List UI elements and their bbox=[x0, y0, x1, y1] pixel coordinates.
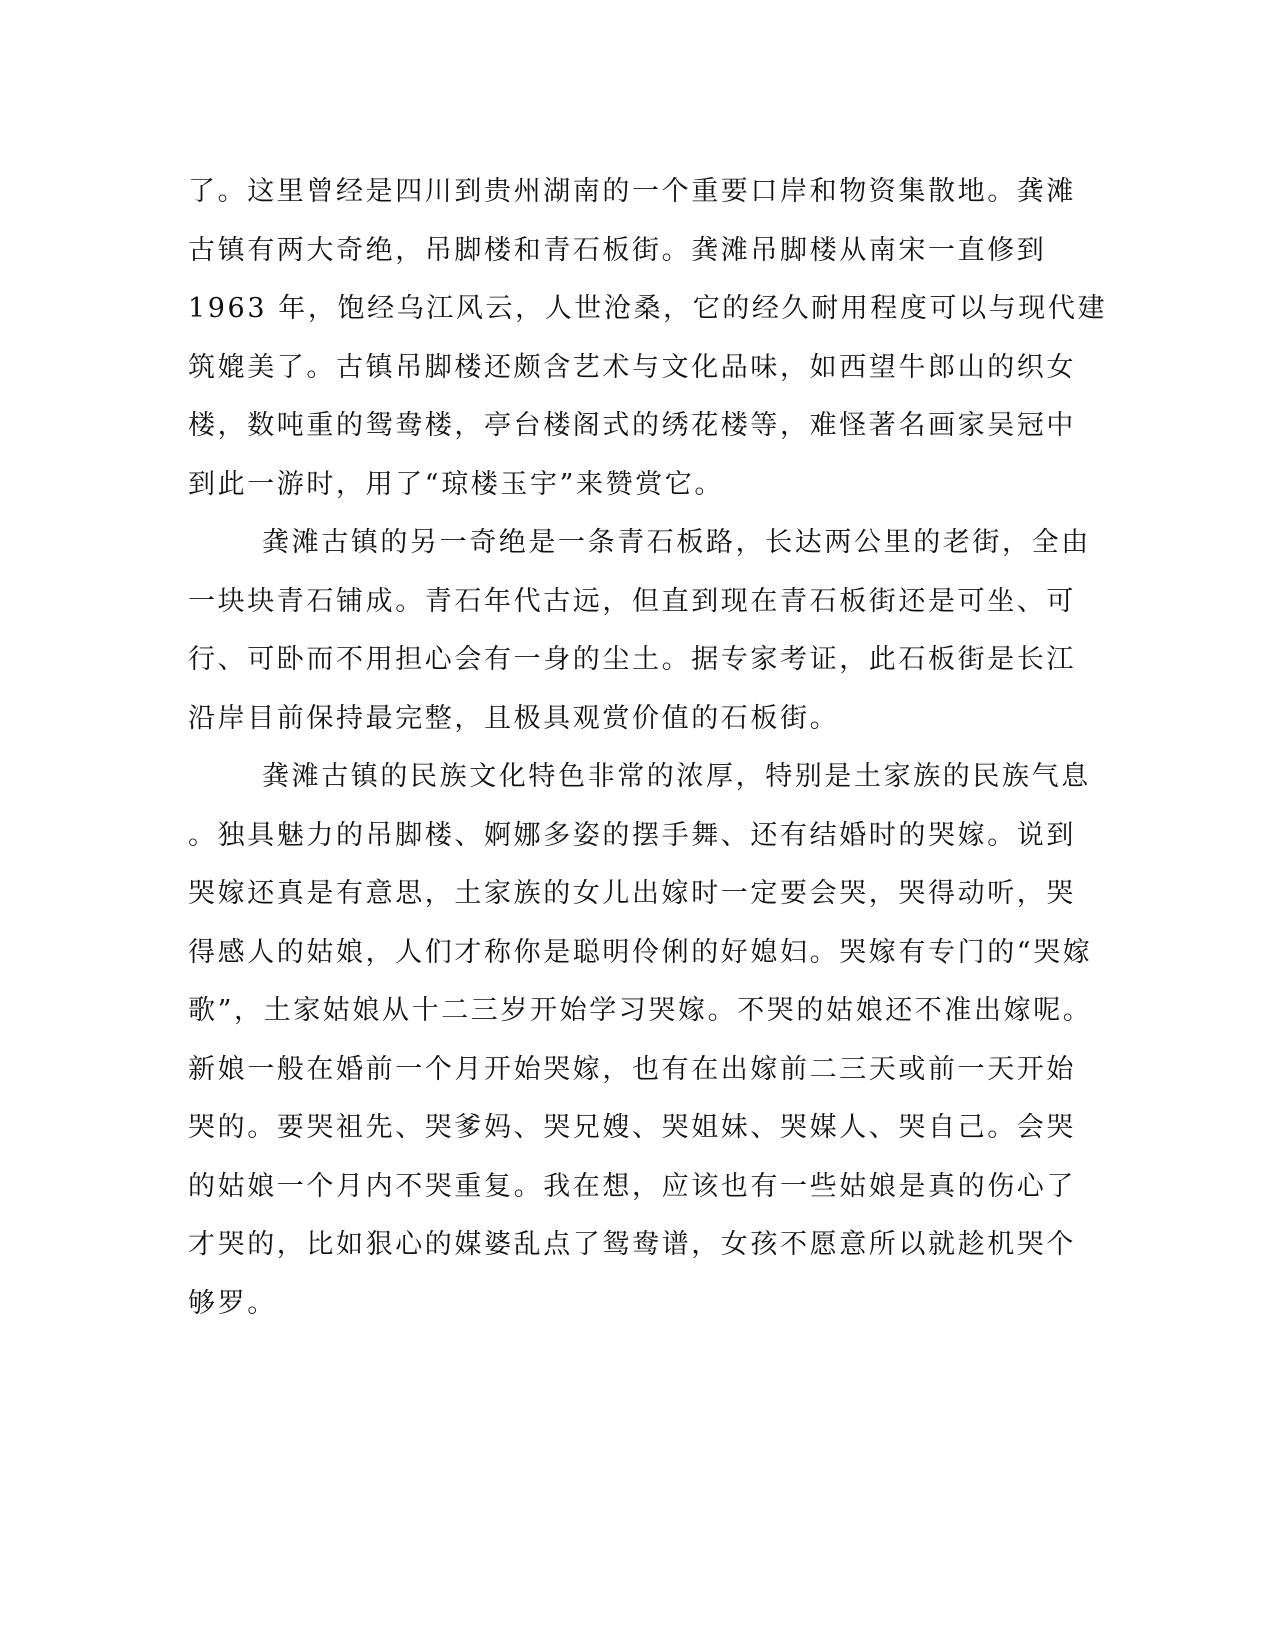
paragraph-diaojiaolou bbox=[188, 163, 1108, 514]
paragraph-folk-culture bbox=[188, 748, 1093, 1333]
text-line: 。独具魅力的吊脚楼、婀娜多姿的摆手舞、还有结婚时的哭嫁。说到 bbox=[188, 819, 1076, 851]
text-line: 一块块青石铺成。青石年代古远，但直到现在青石板街还是可坐、可 bbox=[188, 585, 1076, 617]
text-line: 的姑娘一个月内不哭重复。我在想，应该也有一些姑娘是真的伤心了 bbox=[188, 1170, 1076, 1202]
text-line: 古镇有两大奇绝，吊脚楼和青石板街。龚滩吊脚楼从南宋一直修到 bbox=[188, 234, 1047, 266]
document-body bbox=[188, 163, 1108, 1333]
text-line: 哭嫁还真是有意思，土家族的女儿出嫁时一定要会哭，哭得动听，哭 bbox=[188, 878, 1076, 909]
text-line: 筑媲美了。古镇吊脚楼还颇含艺术与文化品味，如西望牛郎山的织女 bbox=[188, 351, 1076, 383]
text-line: 了。这里曾经是四川到贵州湖南的一个重要口岸和物资集散地。龚滩 bbox=[188, 176, 1076, 207]
text-line: 沿岸目前保持最完整，且极具观赏价值的石板街。 bbox=[188, 702, 840, 734]
text-line: 得感人的姑娘，人们才称你是聪明伶俐的好媳妇。哭嫁有专门的“哭嫁 bbox=[188, 936, 1093, 968]
text-line: 才哭的，比如狠心的媒婆乱点了鸳鸯谱，女孩不愿意所以就趁机哭个 bbox=[188, 1229, 1076, 1260]
text-line: 行、可卧而不用担心会有一身的尘土。据专家考证，此石板街是长江 bbox=[188, 644, 1076, 675]
text-line: 1963 年，饱经乌江风云，人世沧桑，它的经久耐用程度可以与现代建 bbox=[188, 293, 1108, 324]
paragraph-stone-street bbox=[188, 514, 1091, 748]
text-line: 新娘一般在婚前一个月开始哭嫁，也有在出嫁前二三天或前一天开始 bbox=[188, 1053, 1076, 1085]
text-line: 龚滩古镇的民族文化特色非常的浓厚，特别是土家族的民族气息 bbox=[262, 761, 1091, 792]
text-line: 楼，数吨重的鸳鸯楼，亭台楼阁式的绣花楼等，难怪著名画家吴冠中 bbox=[188, 410, 1076, 441]
text-line: 歌”，土家姑娘从十二三岁开始学习哭嫁。不哭的姑娘还不准出嫁呢。 bbox=[188, 995, 1093, 1026]
text-line: 够罗。 bbox=[188, 1287, 277, 1319]
text-line: 哭的。要哭祖先、哭爹妈、哭兄嫂、哭姐妹、哭媒人、哭自己。会哭 bbox=[188, 1112, 1076, 1143]
text-line: 龚滩古镇的另一奇绝是一条青石板路，长达两公里的老街，全由 bbox=[262, 527, 1091, 558]
text-line: 到此一游时，用了“琼楼玉宇”来赞赏它。 bbox=[188, 468, 725, 500]
